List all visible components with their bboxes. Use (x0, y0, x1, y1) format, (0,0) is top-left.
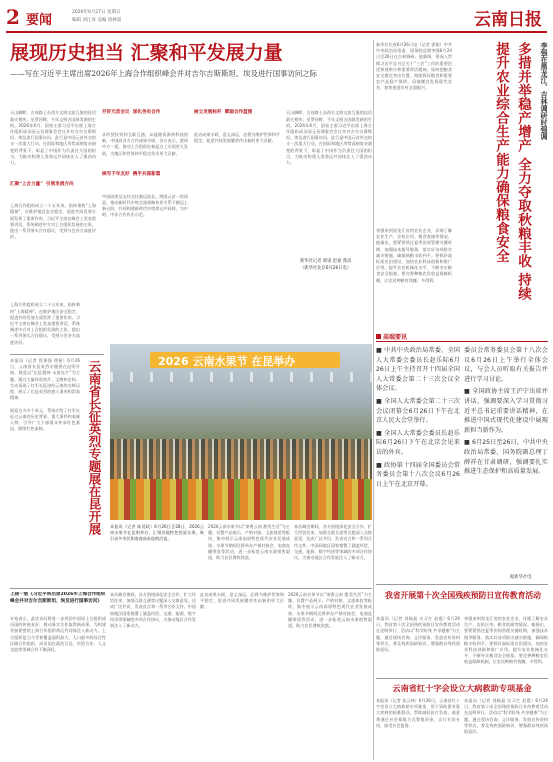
bottom-col-2: 本次峰会期间，各方围绕深化安全合作、扩大经贸往来、加强互联互通等议题深入交换意见，达成广泛共识，发表宣言和一系列合作文件。中国同地区国家签署了涵盖经贸、交通、能源、数字经济等领域的多项合作协议，为推动地区合作发展注入了新动力。 (110, 592, 196, 629)
story2-headline: 我省开展第十次全国残疾预防日宣传教育活动 (385, 591, 541, 600)
bottom-left-body: 专家表示，此次访问将进一步巩固中国同上合组织成员国的传统友好，推动务实合作取得新成果，为构建更加紧密的上海合作组织命运共同体注入新动力。上合组织是当今世界覆盖面积最大、人口最多的综合性区域合作组织，成员国在政治互信、经贸合作、人文交流等领域合作不断深化。 (10, 616, 106, 653)
photo-crowd (110, 439, 372, 479)
lead-paragraph: 此访成果丰硕，意义深远，必将为维护世界和平稳定、促进共同发展繁荣作出新的更大贡献。 (194, 132, 280, 144)
lead-section-head: 开好元首会议 深化务实合作 (102, 110, 161, 116)
lead-paragraph: 从经贸投资到互联互通，从能源资源到科技创新，中国同各方合作成果丰硕。各方表示，愿同中方一道，推动上合组织在新起点上实现更大发展，为地区和世界和平稳定作出更大贡献。 (102, 132, 188, 156)
brief-item: 委员会常务委员会第十八次会议6月26日上午举行全体会议，与会人员听取有关报告并进行学习讨论。 (464, 347, 548, 383)
brief-item: ■ 中共中央政治局常委、全国人大常委会委员长赵乐际6月26日上午主持召开十四届全国人大常委会第二十三次会议全体会议。 (376, 347, 460, 393)
left-story-headline: 云南省长征英烈专题展在昆开展 (87, 360, 102, 535)
brief-item: ■ 政协第十四届全国委员会常务委员会第十八次会议6月26日上午在北京开幕。 (376, 461, 460, 488)
right-headline-block (458, 38, 550, 318)
lead-paragraph: 中国同埃及友好交往源远流长。两国元首一致同意，推动新时代中埃全面战略伙伴关系不断迈上新台阶，共同构建新时代中埃命运共同体，为中阿、中非合作作出示范。 (102, 193, 188, 218)
story2-rule (376, 584, 548, 585)
brief-item: ■ 6月25日至26日，中共中央政治局常委、国务院副总理丁薛祥在甘肃调研，强调要扎实推进生态保护和高质量发展。 (464, 439, 548, 476)
bottom-col-3: 此访成果丰硕，意义深远，必将为维护世界和平稳定、促进共同发展繁荣作出新的更大贡献。 (200, 592, 284, 610)
bottom-col-4: 2026云南水果节以“果香云南 甜美生活”为主题，设置产品展示、产销对接、文旅体验等板块，集中展示云南高原特色现代农业发展成果。水果节期间还将举办产销对接会、电商直播带货等活动，进一步拓宽云南水果销售渠道，助力农民增收致富。 (288, 592, 372, 629)
photo-fruit-stall (110, 479, 372, 520)
story2-body-1: 本报讯（记者 刘晓晶 实习生 赵霞）6月26日，我省第十次全国残疾预防日宣传教育活动在昆明举行。活动以“科学防残 共享健康”为主题，通过现场咨询、义诊服务、发放宣传资料等形式，普及残疾预防知识，增强群众残疾预防意识。 (376, 616, 460, 653)
bottom-left-head: 上接一版《习近平将出席2026年上海合作组织峰会并对吉尔吉斯斯坦、埃及进行国事访问》 (10, 592, 106, 604)
right-body-text: 李强来到黑龙江省的农业企业，详细了解农业生产、农机应用、粮食收储等情况。他指出，要紧紧抓住夏季田间管理关键时期，加强技术指导服务，落实好各项防灾减灾措施，确保秋粮丰收到手。要抓好高标准农田建设，加快农业科技创新和推广应用，提升农业机械化水平，不断夯实粮食安全根基。要完善种粮农民收益保障机制，让农民种粮有钱赚、多得利。 (376, 228, 452, 283)
photo-banner-text: 2026 云南水果节 在昆举办 (158, 355, 296, 368)
brief-head-bar (376, 332, 548, 342)
left-story-intro (10, 290, 80, 350)
brief-item: ■ 全国政协主席王沪宁出席并讲话，强调要深入学习贯彻习近平总书记重要讲话精神，在推进中国式现代化建设中展现新担当新作为。 (464, 388, 548, 434)
lead-headline: 展现历史担当 汇聚和平发展力量 (10, 42, 283, 64)
lead-section-head: 汇聚“上合力量” 引领发展方向 (10, 181, 74, 187)
brief-column-2 (464, 346, 548, 570)
lead-column-1 (10, 98, 96, 286)
brief-column-1 (376, 346, 460, 582)
issue-meta: 2026年6月27日 星期日 (72, 10, 121, 15)
masthead (0, 0, 553, 36)
fruit-festival-photo (110, 344, 372, 520)
brief-item: ■ 全国人大常委会第二十三次会议闭幕会6月26日下午在北京人民大会堂举行。 (376, 397, 460, 425)
lead-section-head: 续写千年友好 携手共谋新篇 (102, 172, 161, 178)
section-label: 要闻 (26, 13, 53, 28)
right-main-headline: 多措并举稳产增产 全力夺取秋粮丰收 持续提升农业综合生产能力确保粮食安全 (493, 42, 531, 301)
story3-rule (376, 678, 548, 679)
brief-item: ■ 全国人大常委会委员长赵乐际6月26日下午在北京会见来访的外宾。 (376, 429, 460, 456)
newspaper-logo: 云南日报 (474, 10, 542, 30)
photo-caption: 本报讯（记者 陈延政）6月26日至28日，2026云南水果节在昆明举办，汇聚各地特色优质水果，吸引众多市民和客商前来选购洽谈。 (110, 524, 204, 542)
left-story-body: 本报讯（记者 管建强 徐曼）6月26日，云南省长征英烈专题展在昆明开展。展览以“长征精神 永放光芒”为主题，通过大量珍贵图片、文物和史料，生动再现了红军长征途经云南的光辉历程，展示了长征英烈的感人事迹和崇高精神。 展览分为多个单元，系统介绍了红军长征过云南的历史背景、重大事件和英雄人物，引导广大干部群众传承红色基因，赓续红色血脉。 (10, 358, 80, 432)
lead-column-3 (194, 98, 280, 266)
masthead-rule (6, 31, 547, 33)
photo-ceiling-lights (110, 372, 372, 382)
story2-body-2: 李强来到黑龙江省的农业企业，详细了解农业生产、农机应用、粮食收储等情况。他指出，要紧紧抓住夏季田间管理关键时期，加强技术指导服务，落实好各项防灾减灾措施，确保秋粮丰收到手。要抓好高标准农田建设，加快农业科技创新和推广应用，提升农业机械化水平，不断夯实粮食安全根基。要完善种粮农民收益保障机制，让农民种粮有钱赚、多得利。 (464, 616, 548, 665)
lead-section-head: 树立发展标杆 擘画合作蓝图 (194, 110, 253, 116)
editor-meta: 编辑 刘江涛 美编 唐林超 (72, 18, 122, 23)
bottom-rule (10, 588, 372, 589)
story3-body-2: 本报讯（记者 刘晓晶 实习生 赵霞）6月26日，我省第十次全国残疾预防日宣传教育活动在昆明举行。活动以“科学防残 共享健康”为主题，通过现场咨询、义诊服务、发放宣传资料等形式，普及残疾预防知识，增强群众残疾预防意识。 (464, 698, 548, 735)
lead-column-4 (286, 98, 372, 256)
brief-head: 高端要讯 (383, 334, 408, 341)
story3-body-1: 本报讯（记者 张云林）6月26日，云南省红十字会设立大病救助专项基金，用于资助患有重大疾病的困难群众，帮助减轻医疗负担。基金将通过社会募集方式筹集资金，实行专款专用，接受社会监督。 (376, 698, 460, 728)
lead-column-2 (102, 98, 188, 266)
brief-icon (376, 334, 381, 339)
photo-story-2: 本次峰会期间，各方围绕深化安全合作、扩大经贸往来、加强互联互通等议题深入交换意见，达成广泛共识，发表宣言和一系列合作文件。中国同地区国家签署了涵盖经贸、交通、能源、数字经济等领域的多项合作协议，为推动地区合作发展注入了新动力。 (294, 524, 372, 561)
lead-subtitle: ——写在习近平主席出席2026年上海合作组织峰会并对吉尔吉斯斯坦、埃及进行国事访问之际 (10, 69, 318, 78)
story3-headline: 云南省红十字会设立大病救助专项基金 (392, 683, 532, 693)
brief-byline: 据新华社电 (510, 575, 532, 580)
lead-paragraph: 天山脚畔，古丝路上东西方文明交流互鉴的佳话薪火相传；尼罗河畔，千年文明古国焕发新的生机。2026年6月，国家主席习近平出席上海合作组织成员国元首理事会会议并对吉尔吉斯斯坦、埃及进行国事访问。此行是中国元首外交的又一次重大行动，在国际和地区形势深刻复杂演变的背景下，彰显了中国作为负责任大国的担当，为推动构建人类命运共同体注入了强劲动力。 (10, 110, 96, 166)
photo-story: 2026云南水果节以“果香云南 甜美生活”为主题，设置产品展示、产销对接、文旅体验等板块，集中展示云南高原特色现代农业发展成果。水果节期间还将举办产销对接会、电商直播带货等活动，进一步拓宽云南水果销售渠道，助力农民增收致富。 (208, 524, 290, 561)
lead-paragraph: 上海合作组织成立二十五年来，始终秉持“上海精神”，在维护地区安全稳定、促进共同发展方面发挥了重要作用。习近平主席在峰会上发表重要讲话，系统阐述中方对上合组织发展的主张，提出一系列务实合作倡议，受到与会各方高度评价。 (10, 203, 96, 240)
lead-byline: 新华社记者 韩梁 赵嘉 燕高 (300, 259, 352, 264)
column-divider (373, 40, 374, 760)
lead-paragraph: 上海合作组织成立二十五年来，始终秉持“上海精神”，在维护地区安全稳定、促进共同发展方面发挥了重要作用。习近平主席在峰会上发表重要讲话，系统阐述中方对上合组织发展的主张，提出一系列务实合作倡议，受到与会各方高度评价。 (10, 302, 80, 345)
lead-byline-2: （新华社北京6月26日电） (300, 266, 352, 271)
right-kicker: 李强在黑龙江、吉林调研时强调 (540, 42, 549, 140)
xinhua-brief: 新华社长春6月26日电（记者 郭翔）中共中央政治局常委、国务院总理李强6月24日至26日在吉林调研。他强调，要深入贯彻习近平总书记关于“三农”工作的重要论述和视察吉林重要讲话精神，始终把粮食安全摆在突出位置，持续抓好粮食和重要农产品稳产保供，因地制宜发展现代农业，加快推进乡村全面振兴。 (376, 42, 452, 91)
lead-paragraph: 天山脚畔，古丝路上东西方文明交流互鉴的佳话薪火相传；尼罗河畔，千年文明古国焕发新的生机。2026年6月，国家主席习近平出席上海合作组织成员国元首理事会会议并对吉尔吉斯斯坦、埃及进行国事访问。此行是中国元首外交的又一次重大行动，在国际和地区形势深刻复杂演变的背景下，彰显了中国作为负责任大国的担当，为推动构建人类命运共同体注入了强劲动力。 (286, 110, 372, 166)
left-story-rule (10, 354, 104, 355)
page-number: 2 (6, 5, 20, 29)
